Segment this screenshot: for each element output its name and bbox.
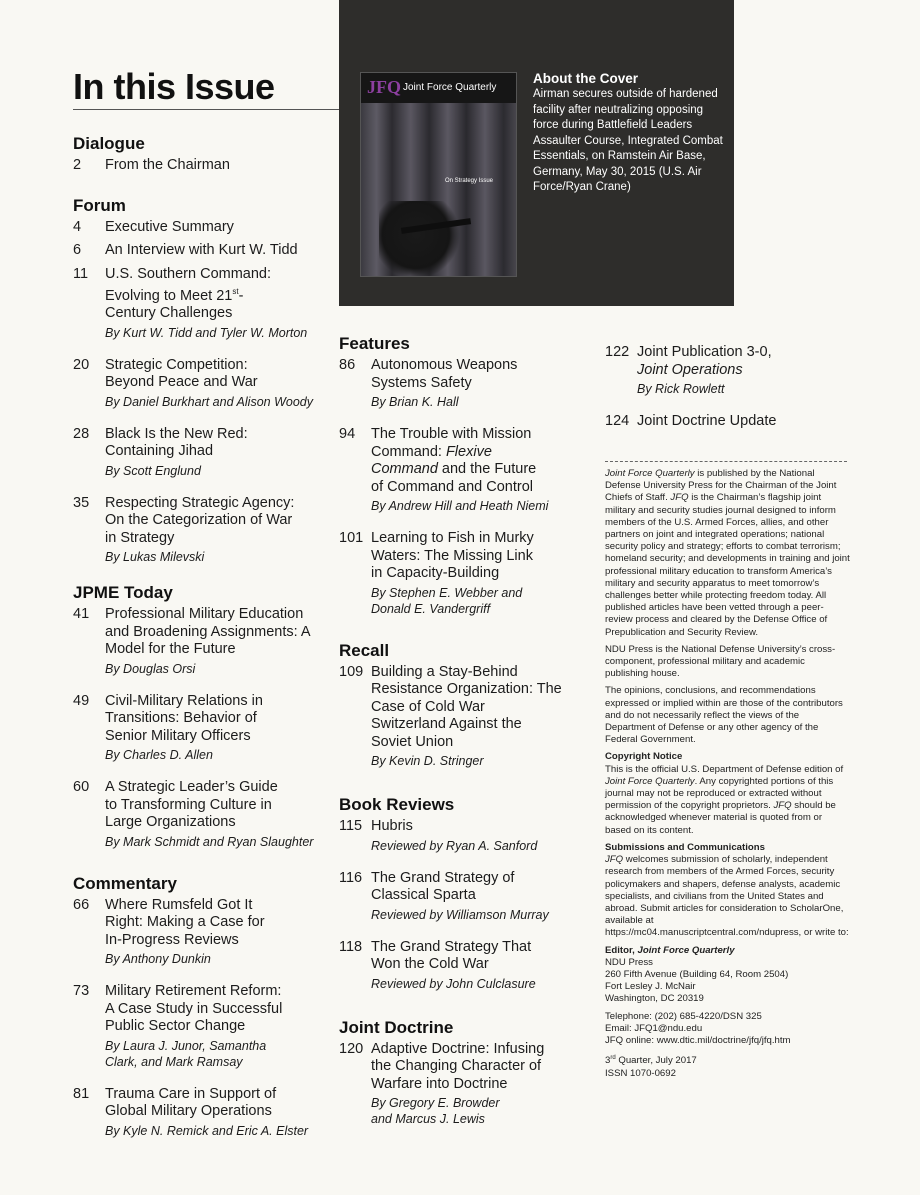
- section-title: Features: [339, 334, 410, 353]
- toc-entry[interactable]: [73, 495, 335, 566]
- toc-entry[interactable]: [73, 983, 335, 1070]
- section-title: Commentary: [73, 873, 177, 893]
- toc-entry[interactable]: [73, 693, 335, 764]
- page-number: 20: [73, 356, 90, 373]
- section-joint-doctrine: [339, 1018, 564, 1128]
- masthead-info: [605, 468, 850, 1085]
- cover-magazine-name: Joint Force Quarterly: [403, 82, 497, 93]
- byline: Reviewed by Ryan A. Sanford: [371, 838, 538, 853]
- toc-entry[interactable]: [605, 413, 850, 431]
- section-title: Recall: [339, 640, 390, 660]
- article-title: From the Chairman: [105, 157, 230, 173]
- page-number: 11: [73, 265, 89, 282]
- article-title: Respecting Strategic Agency: On the Categorization of War in Strategy: [105, 494, 295, 546]
- article-title: The Grand Strategy That Won the Cold War: [371, 938, 532, 972]
- toc-column-3: [605, 344, 850, 431]
- article-title: Autonomous Weapons Systems Safety: [371, 357, 518, 391]
- cover-image: [360, 72, 517, 277]
- byline: By Charles D. Allen: [105, 748, 213, 763]
- toc-entry[interactable]: [339, 870, 564, 923]
- byline: By Kyle N. Remick and Eric A. Elster: [105, 1123, 309, 1138]
- byline: By Anthony Dunkin: [105, 952, 211, 967]
- article-title: Trauma Care in Support of Global Military Operations: [105, 1085, 277, 1120]
- toc-entry[interactable]: [73, 426, 335, 479]
- toc-entry[interactable]: [73, 357, 335, 410]
- article-title: Learning to Fish in Murky Waters: The Missing Link in Capacity-Building: [371, 530, 534, 581]
- article-title: Civil-Military Relations in Transitions: Behavior of Senior Military Officers: [105, 692, 263, 744]
- toc-entry[interactable]: [73, 219, 335, 237]
- section-forum: [73, 196, 335, 566]
- section-recall: [339, 641, 564, 770]
- article-title: Executive Summary: [105, 218, 234, 235]
- about-cover-title: About the Cover: [533, 71, 639, 86]
- cover-issue-text: On Strategy Issue: [445, 178, 494, 184]
- page-number: 124: [605, 413, 630, 429]
- section-title: Book Reviews: [339, 795, 455, 814]
- article-title: Building a Stay-Behind Resistance Organization: The Case of Cold War Switzerland Against the Soviet Union: [371, 663, 562, 750]
- page-number: 49: [73, 692, 90, 709]
- article-title: An Interview with Kurt W. Tidd: [105, 242, 298, 258]
- article-title: The Grand Strategy of Classical Sparta: [371, 869, 515, 903]
- toc-entry[interactable]: [73, 897, 335, 968]
- toc-entry[interactable]: [73, 242, 335, 260]
- byline: By Lukas Milevski: [105, 550, 205, 565]
- section-jpme-today: [73, 583, 335, 850]
- page-number: 116: [339, 869, 363, 886]
- byline: Reviewed by Williamson Murray: [371, 907, 549, 922]
- article-title: Black Is the New Red: Containing Jihad: [105, 425, 248, 460]
- article-title: Professional Military Education and Broadening Assignments: A Model for the Future: [105, 606, 310, 658]
- page-number: 101: [339, 530, 364, 546]
- byline: By Laura J. Junor, Samantha Clark, and Mark Ramsay: [105, 1038, 267, 1069]
- about-cover-caption: Airman secures outside of hardened facility after neutralizing opposing force during Battlefield Leaders Assaulter Course, Integrated Combat Essentials, on Ramstein Air Base, Germany, May 30, 2015 (U.S. Air Force/Ryan Crane): [533, 88, 723, 193]
- issue-info: 3rd Quarter, July 2017 ISSN 1070-0692: [605, 1055, 697, 1079]
- toc-entry[interactable]: [73, 1086, 335, 1139]
- byline: By Rick Rowlett: [637, 382, 725, 396]
- cover-logo: JFQ: [367, 77, 401, 97]
- submissions: Submissions and Communications JFQ welcomes submission of scholarly, independent research from members of the Armed Forces, security policymakers and shapers, defense analysts, academic specialists, and civilians from the United States and abroad. Submit articles for consideration to ScholarOne, available at https://mc04.manuscriptcentral.com/ndupress, or write to:: [605, 841, 849, 939]
- section-title: Joint Doctrine: [339, 1017, 454, 1037]
- editor-address: Editor, Joint Force Quarterly NDU Press 260 Fifth Avenue (Building 64, Room 2504) Fort Lesley J. McNair Washington, DC 20319: [605, 944, 789, 1005]
- page-number: 120: [339, 1040, 364, 1057]
- article-title: Strategic Competition: Beyond Peace and War: [105, 356, 258, 391]
- article-title: Hubris: [371, 818, 413, 834]
- page-number: 73: [73, 983, 90, 1000]
- toc-column-2: [339, 334, 564, 1145]
- section-title: Dialogue: [73, 134, 145, 153]
- section-book-reviews: [339, 795, 564, 992]
- article-title: Military Retirement Reform: A Case Study in Successful Public Sector Change: [105, 983, 283, 1035]
- byline: By Mark Schmidt and Ryan Slaughter: [105, 834, 314, 849]
- section-commentary: [73, 874, 335, 1139]
- toc-entry[interactable]: [73, 157, 335, 175]
- page-number: 2: [73, 157, 82, 173]
- byline: Reviewed by John Culclasure: [371, 976, 536, 991]
- page-number: 109: [339, 663, 364, 680]
- page-number: 4: [73, 218, 82, 235]
- contact-info: Telephone: (202) 685-4220/DSN 325 Email: JFQ1@ndu.edu JFQ online: www.dtic.mil/doctrine/jfq/jfq.htm: [605, 1010, 791, 1046]
- toc-entry[interactable]: [605, 344, 850, 397]
- toc-entry[interactable]: [339, 939, 564, 992]
- toc-entry[interactable]: [339, 1041, 564, 1128]
- page-number: 94: [339, 426, 356, 442]
- byline: By Scott Englund: [105, 463, 201, 478]
- page-number: 115: [339, 818, 363, 834]
- page-number: 35: [73, 494, 90, 511]
- page-number: 60: [73, 779, 90, 796]
- article-title: The Trouble with Mission Command: Flexive Command and the Future of Command and Control: [371, 426, 537, 495]
- byline: By Daniel Burkhart and Alison Woody: [105, 394, 313, 409]
- page-number: 6: [73, 242, 82, 258]
- cover-panel: [339, 0, 734, 306]
- masthead-ndu-press: NDU Press is the National Defense University’s cross-component, professional military and academic publishing house.: [605, 643, 836, 680]
- toc-entry[interactable]: [339, 530, 564, 617]
- byline: By Kurt W. Tidd and Tyler W. Morton: [105, 325, 308, 340]
- section-dialogue: [73, 134, 335, 175]
- page-number: 86: [339, 357, 356, 373]
- toc-entry[interactable]: [73, 606, 335, 677]
- article-title: Where Rumsfeld Got It Right: Making a Case for In-Progress Reviews: [105, 896, 265, 948]
- cover-airman-figure: [379, 201, 461, 276]
- toc-entry[interactable]: [339, 426, 564, 514]
- section-features: [339, 334, 564, 617]
- dashed-divider: [605, 461, 847, 462]
- byline: By Andrew Hill and Heath Niemi: [371, 499, 549, 513]
- masthead-about: Joint Force Quarterly is published by the National Defense University Press for the Chairman of the Joint Chiefs of Staff. JFQ is the Chairman’s flagship joint military and security studies journal designed to inform members of the U.S. Armed Forces, allies, and other partners on joint and integrated operations; national security policy and strategy; efforts to combat terrorism; homeland security; and developments in training and joint professional military education to transform America’s military and security apparatus to meet tomorrow’s challenges better while protecting freedom today. All published articles have been vetted through a peer-review process and cleared by the Defense Office of Prepublication and Security Review.: [605, 468, 850, 638]
- page-number: 122: [605, 344, 630, 360]
- page-title: In this Issue: [73, 66, 275, 107]
- byline: By Douglas Orsi: [105, 661, 196, 676]
- article-title: A Strategic Leader’s Guide to Transforming Culture in Large Organizations: [105, 779, 278, 831]
- masthead-disclaimer: The opinions, conclusions, and recommendations expressed or implied within are those of the contributors and do not necessarily reflect the views of the Department of Defense or any other agency of the Federal Government.: [605, 685, 843, 746]
- page-number: 66: [73, 896, 90, 913]
- copyright-notice: Copyright Notice This is the official U.S. Department of Defense edition of Joint Force Quarterly. Any copyrighted portions of this journal may not be reproduced or extracted without permission of the copyright proprietors. JFQ should be acknowledged whenever material is quoted from or based on its content.: [605, 751, 844, 836]
- byline: By Stephen E. Webber and Donald E. Vandergriff: [371, 585, 523, 616]
- byline: By Gregory E. Browder and Marcus J. Lewis: [371, 1096, 500, 1126]
- title-rule: [73, 109, 339, 110]
- section-title: Forum: [73, 195, 126, 215]
- toc-entry[interactable]: [73, 266, 335, 341]
- page-number: 118: [339, 938, 363, 955]
- article-title: U.S. Southern Command: Evolving to Meet 21st-Century Challenges: [105, 265, 272, 322]
- page-number: 81: [73, 1085, 90, 1102]
- article-title: Joint Publication 3-0, Joint Operations: [637, 344, 772, 378]
- about-cover: [533, 70, 723, 196]
- article-title: Adaptive Doctrine: Infusing the Changing Character of Warfare into Doctrine: [371, 1040, 545, 1092]
- cover-masthead-bar: [361, 73, 516, 103]
- article-title: Joint Doctrine Update: [637, 413, 777, 429]
- toc-column-1: [73, 134, 335, 1157]
- section-title: JPME Today: [73, 583, 173, 603]
- page-number: 41: [73, 606, 90, 623]
- byline: By Kevin D. Stringer: [371, 754, 484, 768]
- toc-entry[interactable]: [73, 779, 335, 850]
- toc-entry[interactable]: [339, 664, 564, 770]
- byline: By Brian K. Hall: [371, 395, 459, 409]
- page-number: 28: [73, 425, 90, 442]
- toc-entry[interactable]: [339, 818, 564, 854]
- toc-entry[interactable]: [339, 357, 564, 410]
